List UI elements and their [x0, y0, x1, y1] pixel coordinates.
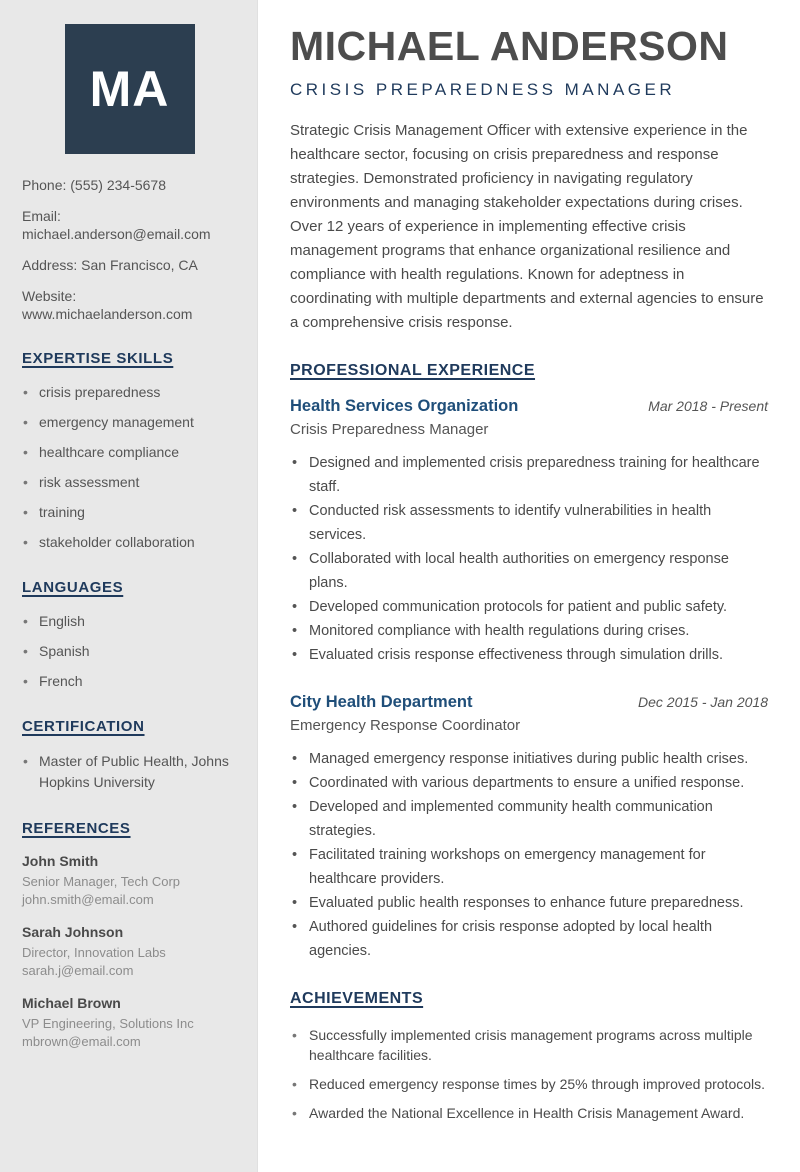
reference-entry: [22, 924, 237, 980]
job-company: Health Services Organization: [290, 397, 519, 416]
section-professional-experience: [290, 362, 768, 963]
job-bullet: • Monitored compliance with health regulations during crises.: [290, 619, 768, 643]
job-bullet: • Collaborated with local health authorities on emergency response plans.: [290, 547, 768, 595]
contact-line-address: Address: San Francisco, CA: [22, 257, 198, 273]
job-dates: Mar 2018 - Present: [648, 398, 768, 415]
contact-line-website: Website: www.michaelanderson.com: [22, 288, 193, 322]
reference-entry: [22, 995, 237, 1051]
reference-name: Sarah Johnson: [22, 924, 124, 940]
achievement-item: • Awarded the National Excellence in Health Crisis Management Award.: [290, 1103, 768, 1123]
job-bullet: • Facilitated training workshops on emergency management for healthcare providers.: [290, 843, 768, 891]
skill-item: • crisis preparedness: [22, 383, 237, 402]
section-title-references: REFERENCES: [22, 820, 131, 837]
job-bullet-list: [290, 747, 768, 963]
expertise-skills-list: [22, 383, 237, 552]
section-certification: [22, 718, 237, 793]
language-item: • French: [22, 672, 237, 691]
section-title-languages: LANGUAGES: [22, 579, 124, 596]
job-bullet: • Designed and implemented crisis preparedness training for healthcare staff.: [290, 451, 768, 499]
reference-email: john.smith@email.com: [22, 892, 154, 907]
reference-role: Senior Manager, Tech Corp: [22, 874, 181, 889]
job-headline: CRISIS PREPAREDNESS MANAGER: [290, 80, 676, 100]
job-entry: [290, 693, 768, 963]
job-role: Crisis Preparedness Manager: [290, 421, 489, 439]
job-bullet: • Coordinated with various departments to ensure a unified response.: [290, 771, 768, 795]
section-expertise-skills: [22, 350, 237, 552]
reference-role: Director, Innovation Labs: [22, 945, 166, 960]
reference-entry: [22, 853, 237, 909]
skill-item: • training: [22, 503, 237, 522]
reference-email: mbrown@email.com: [22, 1034, 141, 1049]
job-header: [290, 693, 768, 712]
section-title-professional-experience: PROFESSIONAL EXPERIENCE: [290, 362, 536, 380]
job-bullet: • Evaluated public health responses to enhance future preparedness.: [290, 891, 768, 915]
avatar: [65, 24, 195, 154]
skill-item: • emergency management: [22, 413, 237, 432]
main-content: [258, 0, 800, 1172]
skill-item: • stakeholder collaboration: [22, 533, 237, 552]
job-bullet: • Managed emergency response initiatives during public health crises.: [290, 747, 768, 771]
job-dates: Dec 2015 - Jan 2018: [638, 694, 768, 711]
reference-name: Michael Brown: [22, 995, 121, 1011]
job-bullet: • Authored guidelines for crisis response adopted by local health agencies.: [290, 915, 768, 963]
job-header: [290, 397, 768, 416]
sidebar: [0, 0, 258, 1172]
job-bullet: • Developed communication protocols for patient and public safety.: [290, 595, 768, 619]
section-references: [22, 820, 237, 1051]
job-entry: [290, 397, 768, 667]
job-role: Emergency Response Coordinator: [290, 717, 521, 735]
section-title-expertise-skills: EXPERTISE SKILLS: [22, 350, 174, 367]
achievement-item: • Reduced emergency response times by 25% through improved protocols.: [290, 1074, 768, 1094]
section-achievements: [290, 990, 768, 1123]
contact-line-email: Email: michael.anderson@email.com: [22, 208, 211, 242]
page-title-name: MICHAEL ANDERSON: [290, 23, 729, 69]
job-bullet: • Conducted risk assessments to identify vulnerabilities in health services.: [290, 499, 768, 547]
reference-role: VP Engineering, Solutions Inc: [22, 1016, 194, 1031]
job-bullet: • Evaluated crisis response effectiveness through simulation drills.: [290, 643, 768, 667]
reference-name: John Smith: [22, 853, 99, 869]
skill-item: • healthcare compliance: [22, 443, 237, 462]
achievements-list: [290, 1025, 768, 1123]
avatar-initials: MA: [89, 61, 170, 117]
language-item: • Spanish: [22, 642, 237, 661]
contact-block: [22, 176, 237, 323]
section-languages: [22, 579, 237, 691]
summary-paragraph: Strategic Crisis Management Officer with extensive experience in the healthcare sector, focusing on crisis preparedness and response strategies. Demonstrated proficiency in navigating regulatory environments and managing stakeholder expectations during crises. Over 12 years of experience in implementing effective crisis management programs that enhance organizational resilience and compliance with health regulations. Known for adeptness in coordinating with multiple departments and external agencies to ensure a comprehensive crisis response.: [290, 122, 764, 332]
skill-item: • risk assessment: [22, 473, 237, 492]
achievement-item: • Successfully implemented crisis management programs across multiple healthcare facilities.: [290, 1025, 768, 1065]
certification-item: • Master of Public Health, Johns Hopkins University: [22, 751, 237, 793]
job-bullet-list: [290, 451, 768, 667]
contact-line-phone: Phone: (555) 234-5678: [22, 177, 166, 193]
section-title-achievements: ACHIEVEMENTS: [290, 990, 424, 1008]
job-company: City Health Department: [290, 693, 473, 712]
languages-list: [22, 612, 237, 691]
section-title-certification: CERTIFICATION: [22, 718, 145, 735]
reference-email: sarah.j@email.com: [22, 963, 134, 978]
certification-list: [22, 751, 237, 793]
language-item: • English: [22, 612, 237, 631]
job-bullet: • Developed and implemented community health communication strategies.: [290, 795, 768, 843]
